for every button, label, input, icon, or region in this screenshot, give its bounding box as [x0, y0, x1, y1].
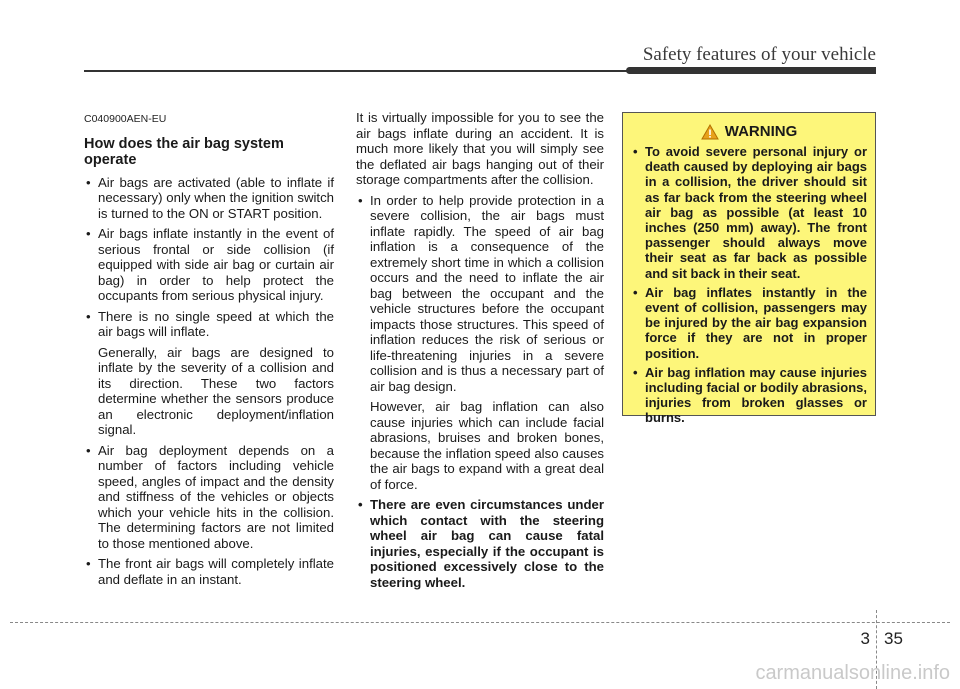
warning-item: • To avoid severe personal injury or death caused by deploying air bags in a collision, the driver should sit as far back from the steering wheel air bag as possible (at least 10 inches (250 mm) away). The front passenger should always move their seat as far back as possible and sit back in their seat.: [631, 144, 867, 281]
list-item: • Air bags are activated (able to inflate if necessary) only when the ignition switch is turned to the ON or START position.: [84, 175, 334, 222]
bullet-list: [84, 175, 334, 340]
paragraph: It is virtually impossible for you to see the air bags inflate during an accident. It is much more likely that you will simply see the deflated air bags hanging out of their storage compartments after the collision.: [356, 110, 604, 187]
warning-title: WARNING: [724, 123, 798, 140]
watermark: carmanualsonline.info: [755, 662, 950, 684]
list-item: • In order to help provide protection in a severe collision, the air bags must inflate rapidly. The speed of air bag inflation is a consequence of the extremely short time in which a collision occurs and the need to inflate the air bag between the occupant and the vehicle structures before the occupant impacts those structures. This speed of inflation reduces the risk of serious or life-threatening injuries in a severe collision and is thus a necessary part of air bag design.: [356, 193, 604, 395]
footer-rule: [10, 622, 950, 623]
bullet-list: [356, 193, 604, 395]
header-title: Safety features of your vehicle: [642, 44, 876, 65]
middle-column: [356, 110, 604, 595]
warning-triangle-icon: [701, 124, 719, 140]
warning-box: [622, 112, 876, 426]
warning-header: [631, 123, 867, 140]
list-item: • Air bags inflate instantly in the event of serious frontal or side collision (if equipped with side air bag or curtain air bag) in order to help protect the occupants from serious physical injury.: [84, 226, 334, 304]
section-code: C040900AEN-EU: [84, 113, 167, 125]
bullet-list-2: [84, 443, 334, 588]
list-item: • Air bag deployment depends on a number of factors including vehicle speed, angles of impact and the density and stiffness of the vehicles or objects which your vehicle hits in the collision. The determining factors are not limited to those mentioned above.: [84, 443, 334, 552]
sub-paragraph: However, air bag inflation can also cause injuries which can include facial abrasions, bruises and broken bones, because the inflation speed also causes the air bags to expand with a great deal of force.: [370, 399, 604, 492]
section-title: How does the air bag system operate: [84, 135, 284, 168]
bullet-list-bold: [356, 497, 604, 590]
header-rule: [84, 70, 644, 72]
left-column: [84, 112, 334, 592]
list-item: • The front air bags will completely inflate and deflate in an instant.: [84, 556, 334, 587]
warning-item: • Air bag inflation may cause injuries including facial or bodily abrasions, injuries from broken glasses or burns.: [631, 365, 867, 426]
sub-paragraph: Generally, air bags are designed to inflate by the severity of a collision and its direction. These two factors determine whether the sensors produce an electronic deployment/inflation signal.: [98, 344, 334, 437]
section-number: 3: [860, 629, 870, 648]
warning-item: • Air bag inflates instantly in the event of collision, passengers may be injured by the air bag expansion force if they are not in proper position.: [631, 285, 867, 361]
list-item: • There is no single speed at which the air bags will inflate.: [84, 309, 334, 340]
header-tab-bar: [626, 67, 876, 74]
list-item: • There are even circumstances under which contact with the steering wheel air bag can cause fatal injuries, especially if the occupant is positioned excessively close to the steering wheel.: [356, 497, 604, 590]
page-number: 35: [884, 629, 903, 648]
warning-list: [631, 144, 867, 426]
